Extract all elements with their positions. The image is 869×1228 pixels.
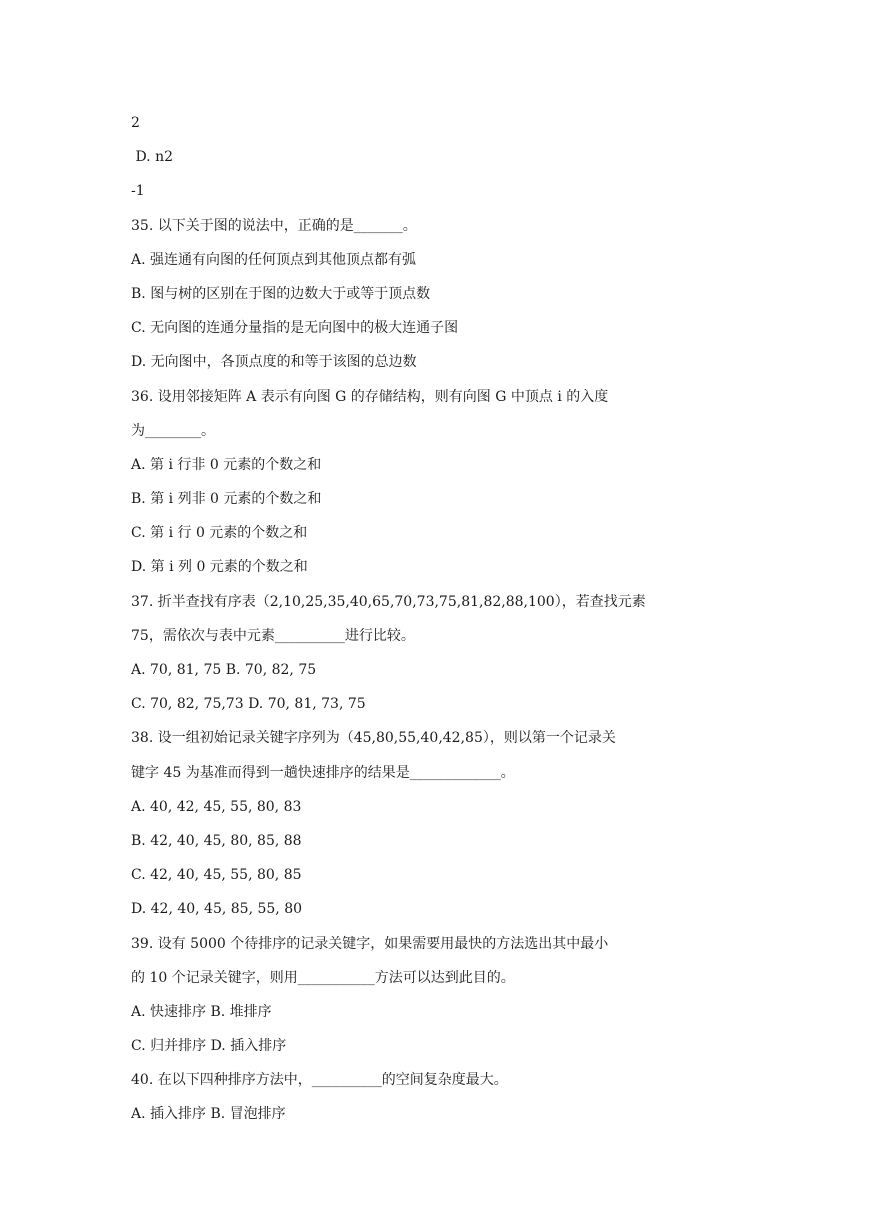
question-37-options-ab: A. 70, 81, 75 B. 70, 82, 75 xyxy=(131,662,317,678)
question-36-option-d: D. 第 i 列 0 元素的个数之和 xyxy=(131,559,308,575)
question-37-stem-line-2: 75，需依次与表中元素__________进行比较。 xyxy=(131,628,415,644)
question-35-option-d: D. 无向图中，各顶点度的和等于该图的总边数 xyxy=(131,354,417,370)
question-40-stem: 40. 在以下四种排序方法中，__________的空间复杂度最大。 xyxy=(131,1072,508,1088)
question-35-option-a: A. 强连通有向图的任何顶点到其他顶点都有弧 xyxy=(131,252,417,268)
question-37-options-cd: C. 70, 82, 75,73 D. 70, 81, 73, 75 xyxy=(131,696,366,712)
question-35-stem: 35. 以下关于图的说法中，正确的是_______。 xyxy=(131,218,417,234)
question-39-stem-line-1: 39. 设有 5000 个待排序的记录关键字，如果需要用最快的方法选出其中最小 xyxy=(131,936,609,952)
question-39-options-ab: A. 快速排序 B. 堆排序 xyxy=(131,1004,272,1020)
question-40-options-ab: A. 插入排序 B. 冒泡排序 xyxy=(131,1106,286,1122)
question-38-option-a: A. 40, 42, 45, 55, 80, 83 xyxy=(131,799,302,815)
question-36-stem-line-2: 为________。 xyxy=(131,423,215,439)
question-39-options-cd: C. 归并排序 D. 插入排序 xyxy=(131,1038,287,1054)
text-line-fragment-minus-one: -1 xyxy=(131,183,145,199)
question-36-stem-line-1: 36. 设用邻接矩阵 A 表示有向图 G 的存储结构，则有向图 G 中顶点 i 的入度 xyxy=(131,389,609,405)
question-35-option-c: C. 无向图的连通分量指的是无向图中的极大连通子图 xyxy=(131,320,459,336)
question-35-option-b: B. 图与树的区别在于图的边数大于或等于顶点数 xyxy=(131,286,431,302)
question-36-option-b: B. 第 i 列非 0 元素的个数之和 xyxy=(131,491,322,507)
question-37-stem-line-1: 37. 折半查找有序表（2,10,25,35,40,65,70,73,75,81,82,88,100），若查找元素 xyxy=(131,594,646,610)
question-39-stem-line-2: 的 10 个记录关键字，则用___________方法可以达到此目的。 xyxy=(131,970,515,986)
question-38-stem-line-1: 38. 设一组初始记录关键字序列为（45,80,55,40,42,85），则以第一个记录关 xyxy=(131,730,616,746)
text-line-fragment-exponent: 2 xyxy=(131,115,140,131)
question-38-option-d: D. 42, 40, 45, 85, 55, 80 xyxy=(131,901,303,917)
question-36-option-a: A. 第 i 行非 0 元素的个数之和 xyxy=(131,457,322,473)
text-line-option-d-n2: D. n2 xyxy=(131,149,173,165)
question-36-option-c: C. 第 i 行 0 元素的个数之和 xyxy=(131,525,308,541)
question-38-option-c: C. 42, 40, 45, 55, 80, 85 xyxy=(131,867,302,883)
question-38-stem-line-2: 键字 45 为基准而得到一趟快速排序的结果是_____________。 xyxy=(131,765,515,781)
question-38-option-b: B. 42, 40, 45, 80, 85, 88 xyxy=(131,833,302,849)
